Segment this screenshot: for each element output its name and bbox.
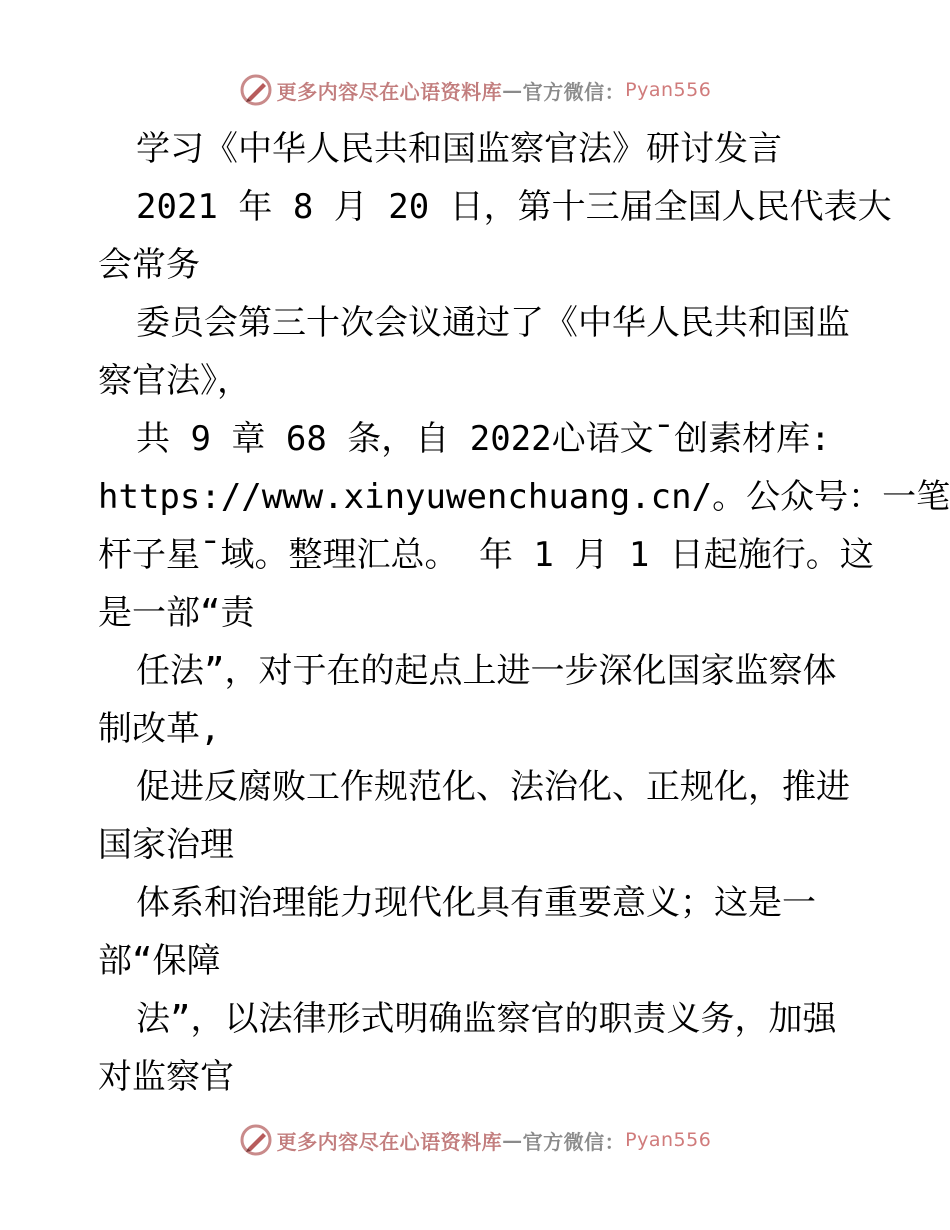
pen-logo-icon bbox=[239, 1123, 273, 1157]
paragraph-line: 对监察官 bbox=[98, 1057, 234, 1097]
paragraph-line: 体系和治理能力现代化具有重要意义；这是一 bbox=[136, 883, 816, 923]
header-banner bbox=[0, 70, 950, 110]
document-body bbox=[98, 120, 950, 1106]
banner-main-text: 更多内容尽在心语资料库 bbox=[276, 79, 503, 104]
document-title: 学习《中华人民共和国监察官法》研讨发言 bbox=[136, 129, 782, 169]
paragraph-line: 制改革, bbox=[98, 709, 221, 749]
paragraph-line: 察官法》， bbox=[98, 361, 251, 401]
paragraph-line: 促进反腐败工作规范化、法治化、正规化，推进 bbox=[136, 767, 850, 807]
pen-logo-icon bbox=[239, 73, 273, 107]
banner-dash: — bbox=[502, 78, 523, 102]
paragraph-line: 任法”，对于在的起点上进一步深化国家监察体 bbox=[136, 651, 837, 691]
paragraph-line: 会常务 bbox=[98, 245, 200, 285]
paragraph-line: 法”，以法律形式明确监察官的职责义务，加强 bbox=[136, 999, 837, 1039]
paragraph-line: 国家治理 bbox=[98, 825, 234, 865]
paragraph-line: https://www.xinyuwenchuang.cn/。公众号：一笔 bbox=[98, 477, 950, 517]
banner-sub-text: 官方微信： bbox=[522, 79, 626, 104]
banner-wechat-id: Pyan556 bbox=[625, 1129, 712, 1151]
banner-sub-text: 官方微信： bbox=[522, 1129, 626, 1154]
paragraph-line: 部“保障 bbox=[98, 941, 221, 981]
banner-wechat-id: Pyan556 bbox=[625, 79, 712, 101]
footer-banner bbox=[0, 1120, 950, 1160]
banner-dash: — bbox=[502, 1128, 523, 1152]
paragraph-line: 共 9 章 68 条，自 2022心语文¯创素材库: bbox=[136, 419, 831, 459]
paragraph-line: 是一部“责 bbox=[98, 593, 255, 633]
banner-main-text: 更多内容尽在心语资料库 bbox=[276, 1129, 503, 1154]
paragraph-line: 委员会第三十次会议通过了《中华人民共和国监 bbox=[136, 303, 850, 343]
paragraph-line: 2021 年 8 月 20 日，第十三届全国人民代表大 bbox=[136, 187, 892, 227]
paragraph-line: 杆子星¯域。整理汇总。 年 1 月 1 日起施行。这 bbox=[98, 535, 874, 575]
